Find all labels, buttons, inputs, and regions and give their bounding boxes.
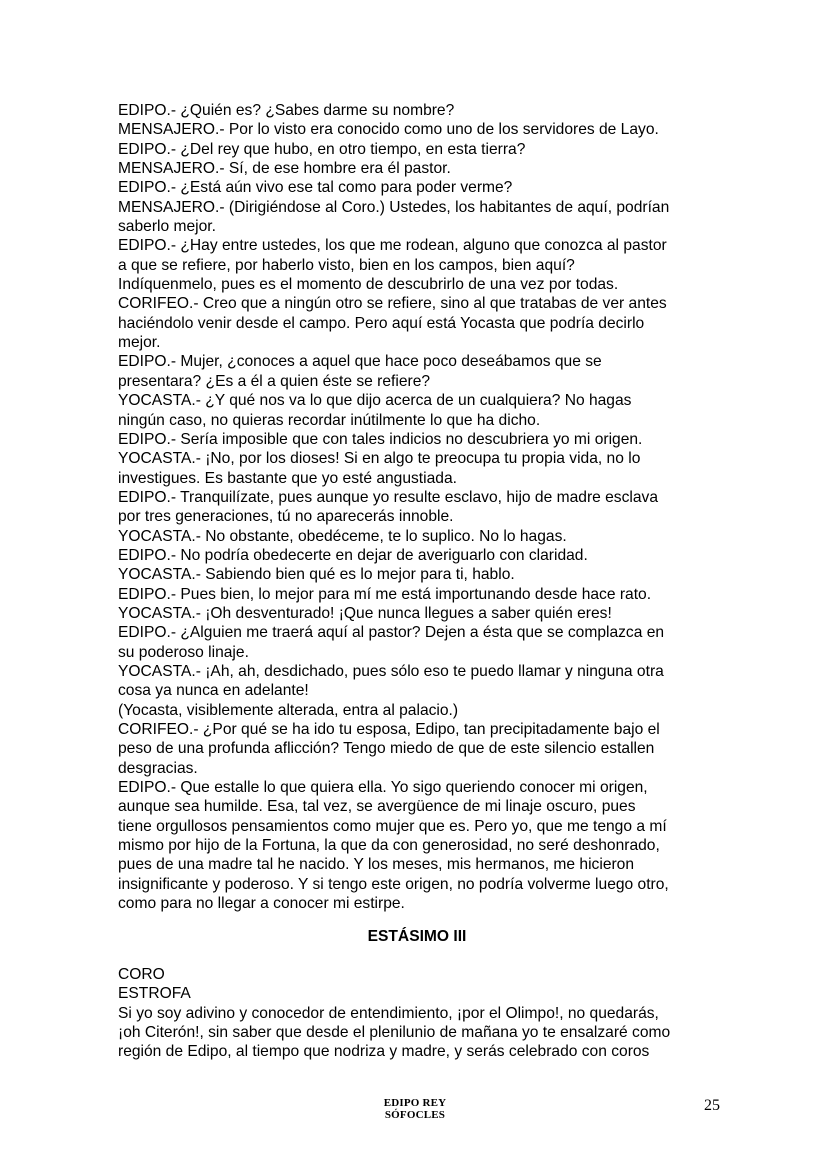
dialogue-line: presentara? ¿Es a él a quien éste se refiere? <box>118 372 431 390</box>
dialogue-text <box>118 101 716 913</box>
dialogue-line: CORIFEO.- ¿Por qué se ha ido tu esposa, Edipo, tan precipitadamente bajo el <box>118 721 660 738</box>
running-footer <box>320 1097 510 1121</box>
section-title: ESTÁSIMO III <box>367 928 467 945</box>
choral-text <box>118 965 716 1062</box>
choral-line: ESTROFA <box>118 985 191 1003</box>
dialogue-line: YOCASTA.- ¿Y qué nos va lo que dijo acerca de un cualquiera? No hagas <box>118 392 632 410</box>
dialogue-line: pues de una madre tal he nacido. Y los meses, mis hermanos, me hicieron <box>118 856 635 874</box>
dialogue-line: CORIFEO.- Creo que a ningún otro se refiere, sino al que tratabas de ver antes <box>118 295 667 313</box>
dialogue-line: a que se refiere, por haberlo visto, bien en los campos, bien aquí? <box>118 256 575 274</box>
dialogue-line: EDIPO.- Mujer, ¿conoces a aquel que hace poco deseábamos que se <box>118 353 602 371</box>
dialogue-line: desgracias. <box>118 759 198 777</box>
dialogue-line: mejor. <box>118 334 161 352</box>
dialogue-line: MENSAJERO.- Sí, de ese hombre era él pastor. <box>118 160 451 178</box>
dialogue-line: peso de una profunda aflicción? Tengo miedo de que de este silencio estallen <box>118 740 655 758</box>
dialogue-line: aunque sea humilde. Esa, tal vez, se avergüence de mi linaje oscuro, pues <box>118 798 636 816</box>
choral-line: ¡oh Citerón!, sin saber que desde el plenilunio de mañana yo te ensalzaré como <box>118 1024 671 1042</box>
choral-line: Si yo soy adivino y conocedor de entendimiento, ¡por el Olimpo!, no quedarás, <box>118 1004 659 1022</box>
dialogue-line: investigues. Es bastante que yo esté angustiada. <box>118 469 457 487</box>
dialogue-line: EDIPO.- Que estalle lo que quiera ella. Yo sigo queriendo conocer mi origen, <box>118 779 648 797</box>
dialogue-line: YOCASTA.- ¡Ah, ah, desdichado, pues sólo eso te puedo llamar y ninguna otra <box>118 662 664 680</box>
dialogue-line: EDIPO.- ¿Quién es? ¿Sabes darme su nombre? <box>118 102 455 119</box>
dialogue-line: ningún caso, no quieras recordar inútilmente lo que ha dicho. <box>118 411 541 429</box>
dialogue-line: EDIPO.- ¿Del rey que hubo, en otro tiempo, en esta tierra? <box>118 140 526 158</box>
dialogue-line: saberlo mejor. <box>118 218 216 236</box>
dialogue-line: cosa ya nunca en adelante! <box>118 682 309 700</box>
footer-title: EDIPO REY <box>383 1097 447 1109</box>
dialogue-line: como para no llegar a conocer mi estirpe. <box>118 895 405 913</box>
dialogue-line: YOCASTA.- ¡Oh desventurado! ¡Que nunca llegues a saber quién eres! <box>118 604 612 622</box>
dialogue-line: EDIPO.- Tranquilízate, pues aunque yo resulte esclavo, hijo de madre esclava <box>118 488 659 506</box>
dialogue-line: por tres generaciones, tú no aparecerás innoble. <box>118 508 454 526</box>
dialogue-line: EDIPO.- Pues bien, lo mejor para mí me está importunando desde hace rato. <box>118 585 652 603</box>
dialogue-line: EDIPO.- No podría obedecerte en dejar de averiguarlo con claridad. <box>118 546 588 564</box>
dialogue-line: haciéndolo venir desde el campo. Pero aquí está Yocasta que podría decirlo <box>118 314 645 332</box>
dialogue-line: tiene orgullosos pensamientos como mujer que es. Pero yo, que me tengo a mí <box>118 817 667 835</box>
dialogue-line: (Yocasta, visiblemente alterada, entra al palacio.) <box>118 701 459 719</box>
dialogue-line: insignificante y poderoso. Y si tengo este origen, no podría volverme luego otro, <box>118 875 669 893</box>
choral-line: CORO <box>118 966 165 983</box>
dialogue-line: mismo por hijo de la Fortuna, la que da con generosidad, no seré deshonrado, <box>118 837 660 855</box>
dialogue-line: YOCASTA.- Sabiendo bien qué es lo mejor para ti, hablo. <box>118 566 515 584</box>
dialogue-line: EDIPO.- ¿Está aún vivo ese tal como para poder verme? <box>118 179 513 197</box>
dialogue-line: EDIPO.- ¿Hay entre ustedes, los que me rodean, alguno que conozca al pastor <box>118 237 667 255</box>
dialogue-line: YOCASTA.- No obstante, obedéceme, te lo suplico. No lo hagas. <box>118 527 567 545</box>
dialogue-line: MENSAJERO.- (Dirigiéndose al Coro.) Ustedes, los habitantes de aquí, podrían <box>118 198 670 216</box>
dialogue-line: EDIPO.- Sería imposible que con tales indicios no descubriera yo mi origen. <box>118 430 643 448</box>
dialogue-line: MENSAJERO.- Por lo visto era conocido como uno de los servidores de Layo. <box>118 121 659 139</box>
dialogue-line: Indíquenmelo, pues es el momento de descubrirlo de una vez por todas. <box>118 276 619 294</box>
dialogue-line: EDIPO.- ¿Alguien me traerá aquí al pastor? Dejen a ésta que se complazca en <box>118 624 665 642</box>
dialogue-line: YOCASTA.- ¡No, por los dioses! Si en algo te preocupa tu propia vida, no lo <box>118 450 641 468</box>
page-number: 25 <box>704 1097 720 1114</box>
footer-author: SÓFOCLES <box>384 1109 446 1121</box>
choral-line: región de Edipo, al tiempo que nodriza y madre, y serás celebrado con coros <box>118 1043 650 1061</box>
dialogue-line: su poderoso linaje. <box>118 643 249 661</box>
